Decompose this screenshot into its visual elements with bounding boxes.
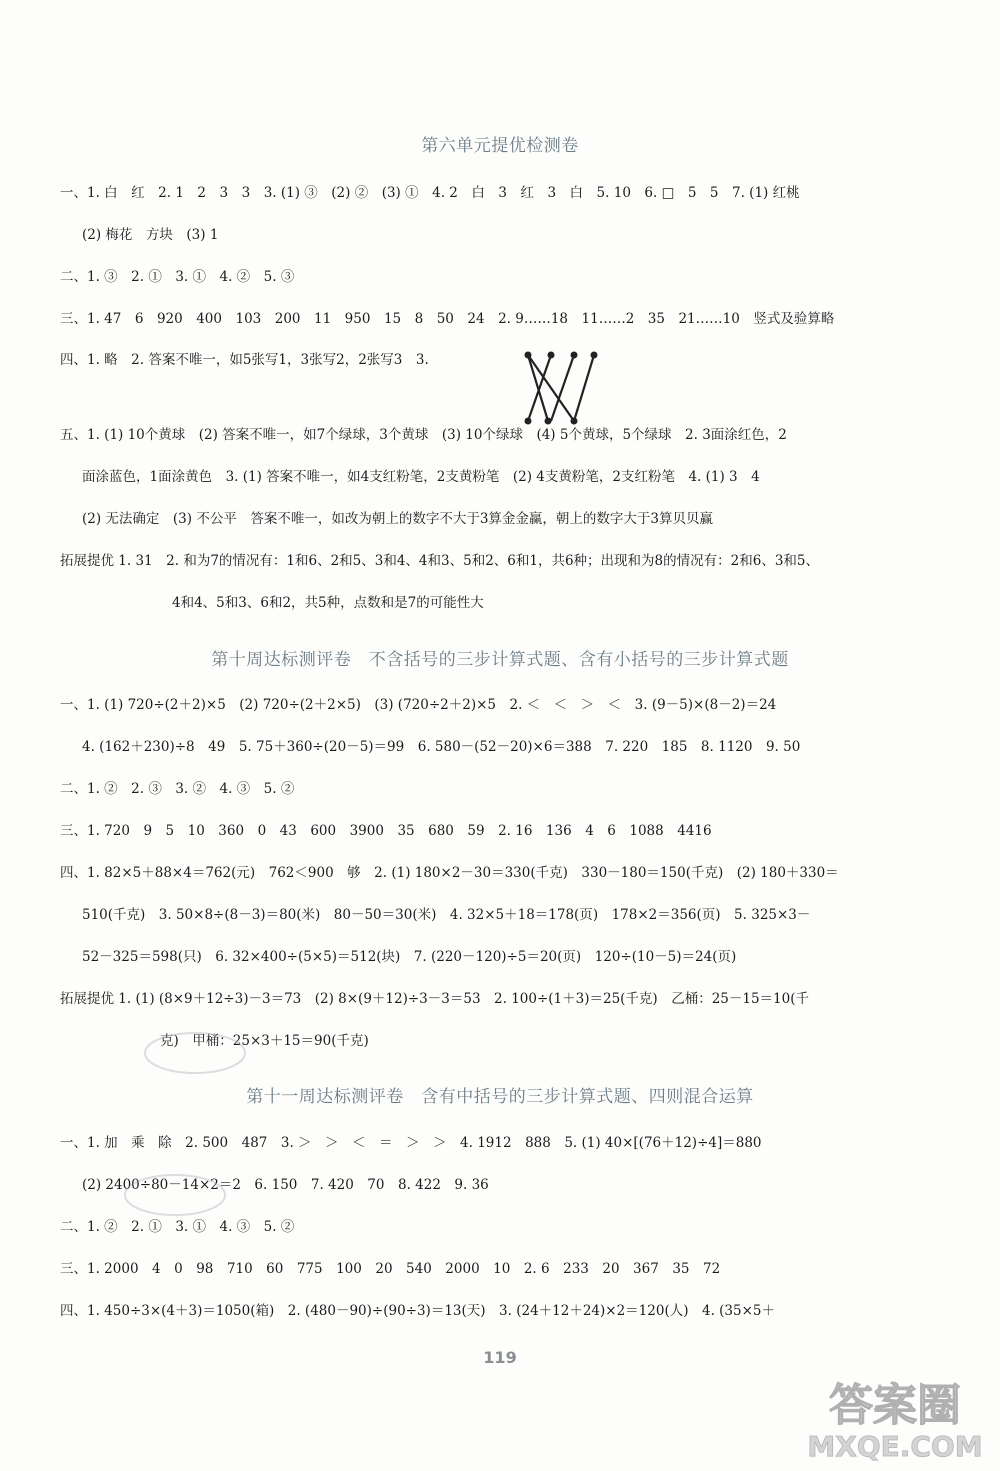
faint-stamp-logo xyxy=(120,1170,230,1220)
matching-lines-diagram xyxy=(518,345,602,431)
answer-line: 五、1. (1) 10个黄球 (2) 答案不唯一，如7个绿球，3个黄球 (3) 10个绿球 (4) 5个黄球，5个绿球 2. 3面涂红色，2 xyxy=(60,427,787,443)
answer-line: 52－325＝598(只) 6. 32×400÷(5×5)＝512(块) 7. (220－120)÷5＝20(页) 120÷(10－5)＝24(页) xyxy=(82,949,737,965)
section-title: 第十周达标测评卷 不含括号的三步计算式题、含有小括号的三步计算式题 xyxy=(211,650,789,670)
answer-line: 四、1. 450÷3×(4＋3)＝1050(箱) 2. (480－90)÷(90÷3)＝13(天) 3. (24＋12＋24)×2＝120(人) 4. (35×5＋ xyxy=(60,1303,775,1319)
page-number: 119 xyxy=(483,1348,517,1367)
answer-line: 二、1. ③ 2. ① 3. ① 4. ② 5. ③ xyxy=(60,269,295,285)
answer-line: 拓展提优 1. (1) (8×9＋12÷3)－3＝73 (2) 8×(9＋12)÷3－3＝53 2. 100÷(1＋3)＝25(千克) 乙桶：25－15＝10(千 xyxy=(60,991,810,1007)
answer-line: (2) 无法确定 (3) 不公平 答案不唯一，如改为朝上的数字不大于3算金金赢，朝上的数字大于3算贝贝赢 xyxy=(82,511,714,527)
answer-line: 三、1. 2000 4 0 98 710 60 775 100 20 540 2000 10 2. 6 233 20 367 35 72 xyxy=(60,1261,721,1277)
faint-stamp-logo xyxy=(140,1028,250,1078)
answer-line: 4. (162＋230)÷8 49 5. 75＋360÷(20－5)＝99 6. 580－(52－20)×6＝388 7. 220 185 8. 1120 9. 50 xyxy=(82,739,801,755)
answer-line: 面涂蓝色，1面涂黄色 3. (1) 答案不唯一，如4支红粉笔，2支黄粉笔 (2) 4支黄粉笔，2支红粉笔 4. (1) 3 4 xyxy=(82,469,760,485)
answer-line: 二、1. ② 2. ① 3. ① 4. ③ 5. ② xyxy=(60,1219,295,1235)
watermark-logo xyxy=(800,1368,990,1463)
answer-line: 三、1. 720 9 5 10 360 0 43 600 3900 35 680 59 2. 16 136 4 6 1088 4416 xyxy=(60,823,712,839)
answer-line: (2) 梅花 方块 (3) 1 xyxy=(82,227,219,243)
answer-line: 四、1. 82×5＋88×4＝762(元) 762＜900 够 2. (1) 180×2－30＝330(千克) 330－180＝150(千克) (2) 180＋330＝ xyxy=(60,865,839,881)
section-title: 第六单元提优检测卷 xyxy=(421,136,579,156)
section-title: 第十一周达标测评卷 含有中括号的三步计算式题、四则混合运算 xyxy=(246,1087,754,1107)
answer-line: 一、1. 白 红 2. 1 2 3 3 3. (1) ③ (2) ② (3) ① 4. 2 白 3 红 3 白 5. 10 6. □ 5 5 7. (1) 红桃 xyxy=(60,185,800,201)
answer-line: 二、1. ② 2. ③ 3. ② 4. ③ 5. ② xyxy=(60,781,295,797)
answer-line: 四、1. 略 2. 答案不唯一，如5张写1，3张写2，2张写3 3. xyxy=(60,352,429,368)
answer-line: 三、1. 47 6 920 400 103 200 11 950 15 8 50 24 2. 9……18 11……2 35 21……10 竖式及验算略 xyxy=(60,311,835,327)
answer-line: 一、1. (1) 720÷(2＋2)×5 (2) 720÷(2＋2×5) (3) (720÷2＋2)×5 2. ＜ ＜ ＞ ＜ 3. (9－5)×(8－2)＝24 xyxy=(60,697,777,713)
answer-line: 510(千克) 3. 50×8÷(8－3)＝80(米) 80－50＝30(米) 4. 32×5＋18＝178(页) 178×2＝356(页) 5. 325×3－ xyxy=(82,907,811,923)
answer-line: 4和4、5和3、6和2，共5种，点数和是7的可能性大 xyxy=(172,595,484,611)
svg-text:答案圈: 答案圈 xyxy=(829,1380,961,1431)
answer-line: (2) 2400÷80－14×2＝2 6. 150 7. 420 70 8. 422 9. 36 xyxy=(82,1177,489,1193)
answer-line: 克) 甲桶：25×3＋15＝90(千克) xyxy=(160,1033,369,1049)
answer-line: 拓展提优 1. 31 2. 和为7的情况有：1和6、2和5、3和4、4和3、5和2、6和1，共6种；出现和为8的情况有：2和6、3和5、 xyxy=(60,553,820,569)
svg-text:MXQE.COM: MXQE.COM xyxy=(807,1430,983,1463)
answer-line: 一、1. 加 乘 除 2. 500 487 3. ＞ ＞ ＜ ＝ ＞ ＞ 4. 1912 888 5. (1) 40×[(76＋12)÷4]＝880 xyxy=(60,1135,762,1151)
